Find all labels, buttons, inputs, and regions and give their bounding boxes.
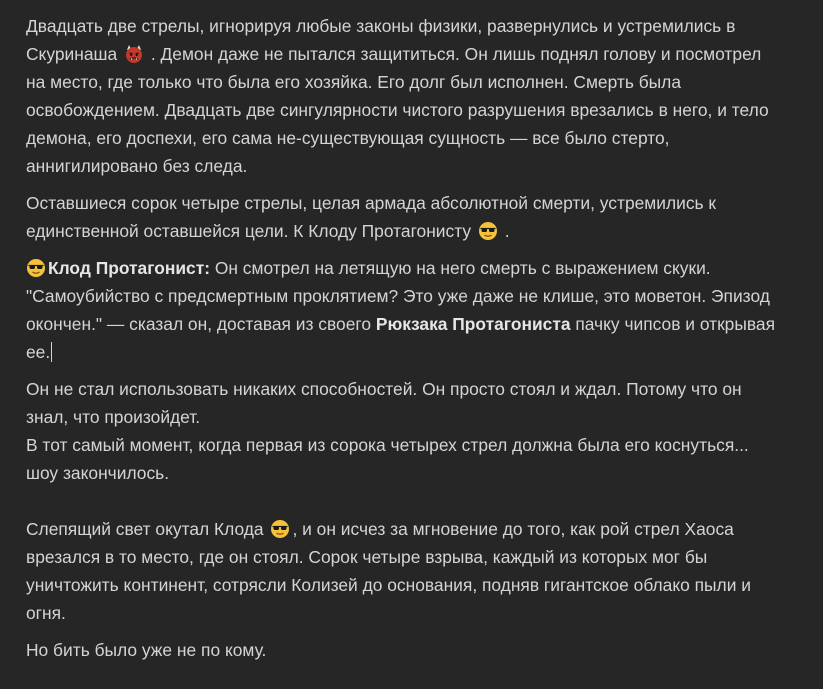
p3-text-a: Он смотрел на летящую на него смерть с выражением скуки. "Самоубийство с предсмертным проклятием? Это уже даже не клише, это моветон. Эпизод окончен." — сказал он, доставая из своего [26,258,770,334]
paragraph-4 [26,375,783,487]
speaker-name: Клод Протагонист: [48,258,211,278]
p5-text-b: , и он исчез за мгновение до того, как рой стрел Хаоса врезался в то место, где он стоял. Сорок четыре взрыва, каждый из которых мог бы уничтожить континент, сотрясли Колизей до основания, подняв гигантское облако пыли и огня. [26,519,751,623]
p1-text-b: . Демон даже не пытался защититься. Он лишь поднял голову и посмотрел на место, где только что была его хозяйка. Его долг был исполнен. Смерть была освобождением. Двадцать две сингулярности чистого разрушения врезались в него, и тело демона, его доспехи, его сама не-существующая сущность — все было стерто, аннигилировано без следа. [26,44,769,176]
p3-text-b: пачку чипсов и открывая ее. [26,314,775,362]
paragraph-2 [26,189,783,245]
text-caret [51,342,52,362]
p6-text: Но бить было уже не по кому. [26,640,267,660]
p4-line-1: Он не стал использовать никаких способностей. Он просто стоял и ждал. Потому что он знал, что произойдет. [26,379,742,427]
p5-text-a: Слепящий свет окутал Клода [26,519,264,539]
p1-text-a: Двадцать две стрелы, игнорируя любые законы физики, развернулись и устремились в Скуринаша [26,16,736,64]
p2-text-a: Оставшиеся сорок четыре стрелы, целая армада абсолютной смерти, устремились к единственной оставшейся цели. К Клоду Протагонисту [26,193,717,241]
sunglasses-face-emoji-icon [270,519,290,539]
paragraph-1 [26,12,783,180]
paragraph-3 [26,254,783,366]
sunglasses-face-emoji-icon [26,258,46,278]
sunglasses-face-emoji-icon [478,221,498,241]
paragraph-5 [26,515,783,627]
protagonist-backpack: Рюкзака Протагониста [375,314,571,334]
p2-text-b: . [504,221,510,241]
ogre-demon-emoji-icon [124,44,144,64]
p4-line-2: В тот самый момент, когда первая из сорока четырех стрел должна была его коснуться... шоу закончилось. [26,435,749,483]
paragraph-6 [26,636,783,664]
